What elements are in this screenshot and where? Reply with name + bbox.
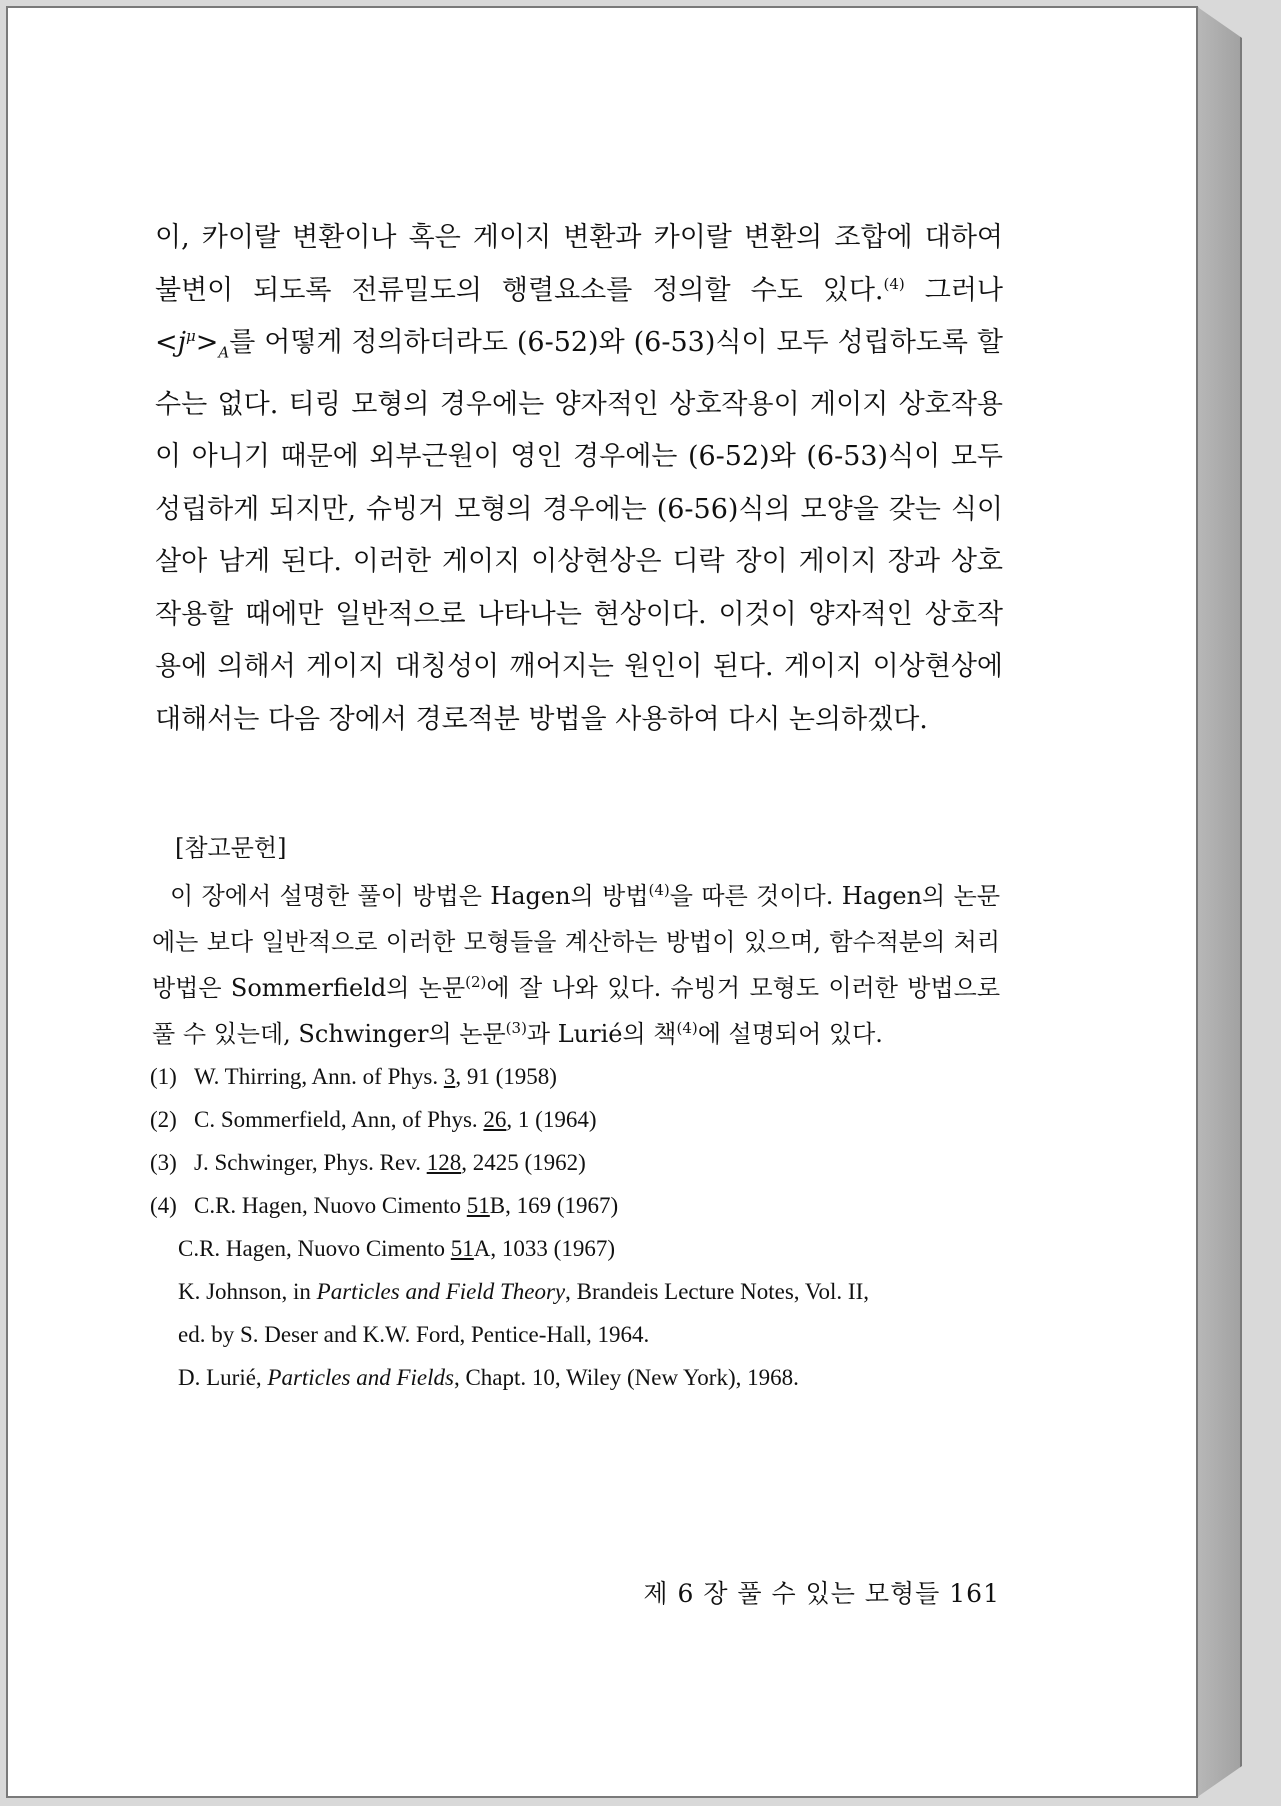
paragraph-text [152, 873, 1000, 1057]
reference-number: (2) [150, 1107, 177, 1132]
book-title: Particles and Field Theory [316, 1279, 566, 1304]
reference-continuation [150, 1227, 1010, 1270]
text-span: , Chapt. 10, Wiley (New York), 1968. [453, 1365, 799, 1390]
text-span: B, 169 (1967) [489, 1193, 619, 1218]
citation-sup: (4) [648, 881, 670, 899]
text-span: 를 어떻게 정의하더라도 (6-52)와 (6-53)식이 모두 성립하도록 할 수는 없다. 티링 모형의 경우에는 양자적인 상호작용이 게이지 상호작용이 아니기 때문에 외부근원이 영인 경우에는 (6-52)와 (6-53)식이 모두 성립하게 되지만, 슈빙거 모형의 경우에는 (6-56)식의 모양을 갖는 식이 살아 남게 된다. 이러한 게이지 이상현상은 디락 장이 게이지 장과 상호작용할 때에만 일반적으로 나타나는 현상이다. 이것이 양자적인 상호작용에 의해서 게이지 대칭성이 깨어지는 원인이 된다. 게이지 이상현상에 대해서는 다음 장에서 경로적분 방법을 사용하여 다시 논의하겠다. [155, 327, 1003, 735]
reference-number: (3) [150, 1150, 177, 1175]
reference-text [194, 1098, 597, 1141]
text-span: 과 Lurié의 책 [526, 1020, 677, 1048]
text-span: C.R. Hagen, Nuovo Cimento [178, 1236, 451, 1261]
reference-list [150, 1055, 1010, 1399]
reference-text [194, 1141, 586, 1184]
references-paragraph [152, 873, 1000, 1057]
citation-sup: (4) [883, 274, 905, 293]
reference-item [150, 1098, 1010, 1141]
reference-item [150, 1055, 1010, 1098]
text-span: , 2425 (1962) [461, 1150, 586, 1175]
text-span: 을 따른 것이다. Hagen의 논문에는 보다 일반적으로 이러한 모형들을 계산하는 방법이 있으며, 함수적분의 처리방법은 Sommerfield의 논문 [152, 882, 1000, 1002]
math-j: j [177, 327, 186, 358]
text-span: > [195, 327, 219, 358]
text-span: 에 잘 나와 있다. 슈빙거 모형도 이러한 방법으로 풀 수 있는데, Schwinger의 논문 [152, 974, 1000, 1048]
text-span: A, 1033 (1967) [473, 1236, 615, 1261]
text-span: W. Thirring, Ann. of Phys. [194, 1064, 444, 1089]
reference-number: (4) [150, 1193, 177, 1218]
page-footer: 제 6 장 풀 수 있는 모형들 161 [643, 1579, 1000, 1608]
citation-sup: (4) [676, 1019, 698, 1037]
reference-continuation: ed. by S. Deser and K.W. Ford, Pentice-Hall, 1964. [178, 1322, 650, 1347]
text-span: 에 설명되어 있다. [697, 1020, 883, 1048]
text-span: , 91 (1958) [455, 1064, 557, 1089]
text-span: 이, 카이랄 변환이나 혹은 게이지 변환과 카이랄 변환의 조합에 대하여 불변이 되도록 전류밀도의 행렬요소를 정의할 수도 있다. [155, 222, 1003, 306]
reference-number: (1) [150, 1064, 177, 1089]
paragraph-text [155, 212, 1003, 746]
text-span: K. Johnson, in [178, 1279, 317, 1304]
volume: 128 [426, 1150, 462, 1175]
math-sub-a: A [218, 343, 230, 362]
page-edge [1196, 6, 1242, 1798]
volume: 26 [483, 1107, 507, 1132]
volume: 51 [466, 1193, 490, 1218]
reference-continuation [150, 1356, 1010, 1399]
citation-sup: (3) [505, 1019, 527, 1037]
text-span: D. Lurié, [178, 1365, 268, 1390]
text-span: C.R. Hagen, Nuovo Cimento [194, 1193, 467, 1218]
math-mu: μ [186, 327, 196, 345]
reference-continuation [150, 1270, 1010, 1313]
reference-item [150, 1184, 1010, 1227]
citation-sup: (2) [465, 973, 487, 991]
reference-text [194, 1184, 618, 1227]
text-span: J. Schwinger, Phys. Rev. [194, 1150, 427, 1175]
volume: 51 [450, 1236, 474, 1261]
reference-item [150, 1141, 1010, 1184]
text-span: 이 장에서 설명한 풀이 방법은 Hagen의 방법 [170, 882, 649, 910]
book-title: Particles and Fields [267, 1365, 454, 1390]
text-span: C. Sommerfield, Ann, of Phys. [194, 1107, 484, 1132]
main-paragraph [155, 212, 1003, 746]
references-heading: [참고문헌] [175, 834, 287, 862]
reference-text [194, 1055, 557, 1098]
text-span: , 1 (1964) [506, 1107, 597, 1132]
text-span: , Brandeis Lecture Notes, Vol. II, [565, 1279, 869, 1304]
text-span: 그러나 < [155, 274, 1003, 358]
volume: 3 [443, 1064, 456, 1089]
